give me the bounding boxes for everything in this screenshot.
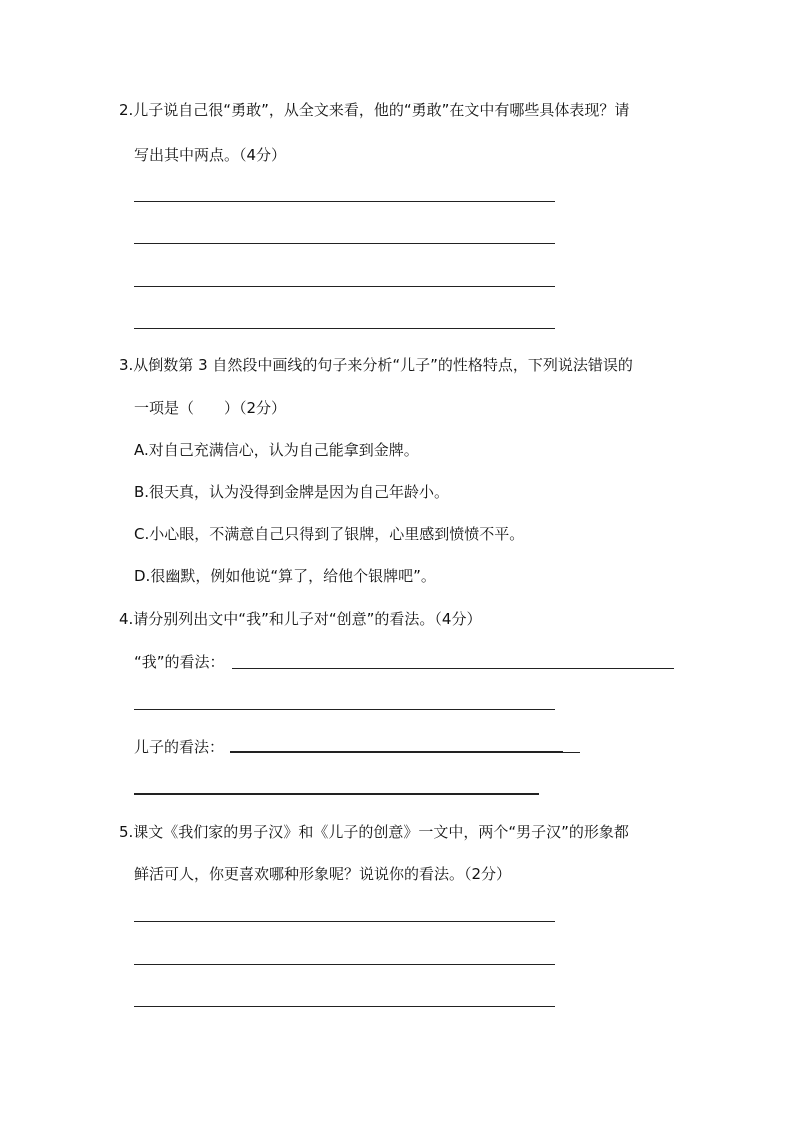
q4-prompt: 4.请分别列出文中“我”和儿子对“创意”的看法。（4分） <box>119 610 482 628</box>
q3-prompt-line1: 3.从倒数第 3 自然段中画线的句子来分析“儿子”的性格特点，下列说法错误的 <box>119 356 633 374</box>
q5-prompt-line2: 鲜活可人，你更喜欢哪种形象呢？说说你的看法。（2分） <box>134 865 512 883</box>
q5-answer-line-1[interactable] <box>134 921 555 922</box>
q3-option-a[interactable]: A.对自己充满信心，认为自己能拿到金牌。 <box>134 441 419 459</box>
q4-answer-me-line-1[interactable] <box>232 668 674 669</box>
q4-answer-son-line-1[interactable] <box>230 751 563 753</box>
q3-option-d[interactable]: D.很幽默，例如他说“算了，给他个银牌吧”。 <box>134 567 436 585</box>
q3-option-b[interactable]: B.很天真，认为没得到金牌是因为自己年龄小。 <box>134 483 450 501</box>
q2-prompt-line2: 写出其中两点。（4分） <box>134 146 287 164</box>
q3-prompt-line2: 一项是（ ）（2分） <box>134 399 287 417</box>
q2-answer-line-1[interactable] <box>134 201 555 202</box>
q2-prompt-line1: 2.儿子说自己很“勇敢”，从全文来看，他的“勇敢”在文中有哪些具体表现？请 <box>119 101 630 119</box>
q5-prompt-line1: 5.课文《我们家的男子汉》和《儿子的创意》一文中，两个“男子汉”的形象都 <box>119 823 629 841</box>
q2-answer-line-3[interactable] <box>134 286 555 287</box>
q5-answer-line-3[interactable] <box>134 1006 555 1007</box>
q5-answer-line-2[interactable] <box>134 964 555 965</box>
q4-answer-me-line-2[interactable] <box>134 709 555 710</box>
q2-answer-line-2[interactable] <box>134 243 555 244</box>
q4-label-me: “我”的看法： <box>134 653 225 671</box>
q4-label-son: 儿子的看法： <box>134 738 225 756</box>
q2-answer-line-4[interactable] <box>134 328 555 329</box>
q3-option-c[interactable]: C.小心眼，不满意自己只得到了银牌，心里感到愤愤不平。 <box>134 525 525 543</box>
q4-answer-son-line-1-tail <box>563 752 580 753</box>
q4-answer-son-line-2[interactable] <box>134 793 539 795</box>
